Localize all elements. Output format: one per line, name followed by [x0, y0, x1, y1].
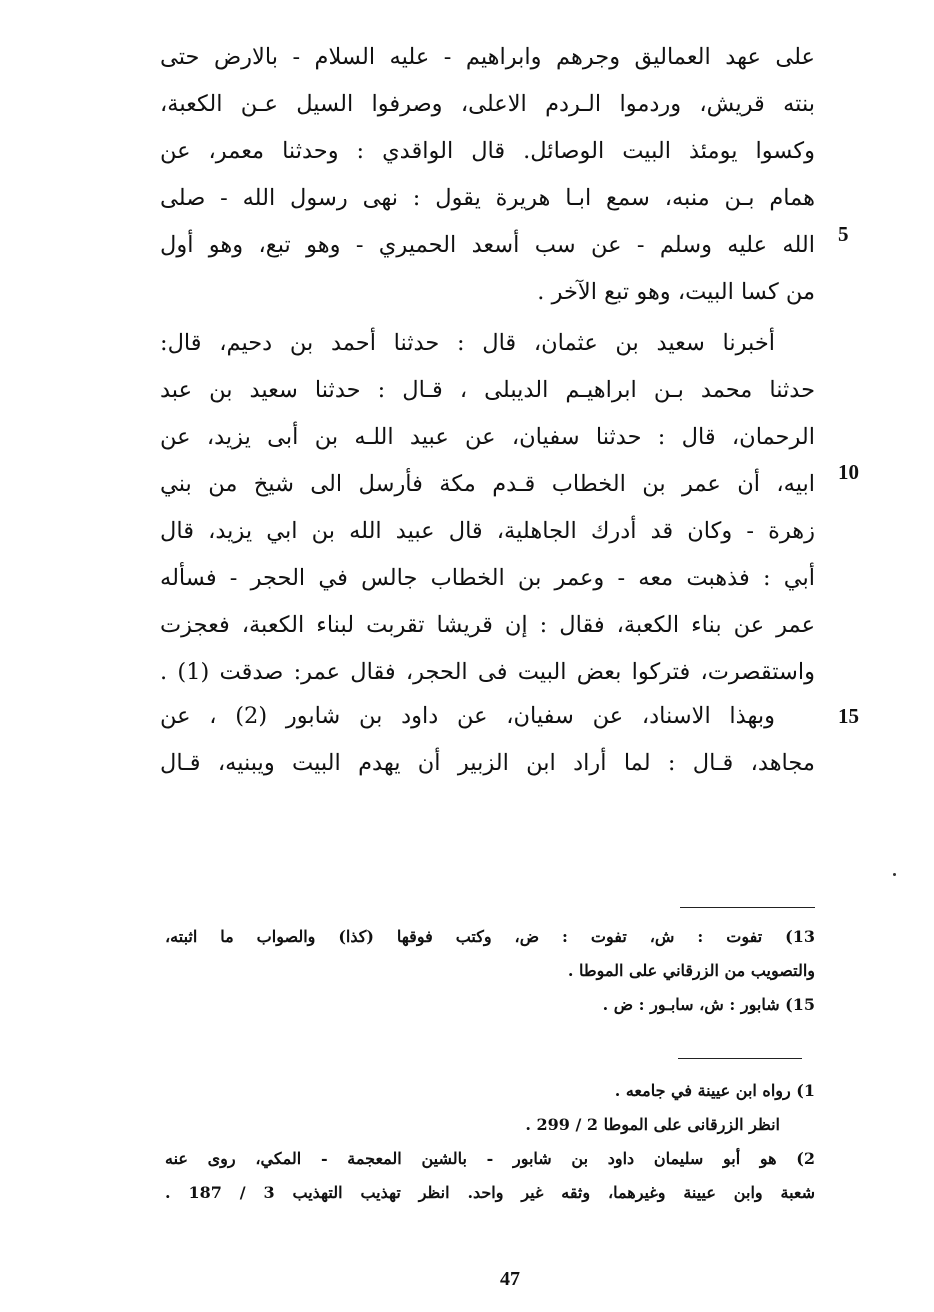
text-line: أخبرنا سعيد بن عثمان، قال : حدثنا أحمد بن دحيم، قال:: [160, 330, 775, 356]
text-line: وكسوا يومئذ البيت الوصائل. قال الواقدي : وحدثنا معمر، عن: [160, 138, 815, 164]
main-text-paragraph-3: [160, 693, 815, 787]
text-line: بنته قريش، وردموا الـردم الاعلى، وصرفوا السيل عـن الكعبة،: [160, 91, 815, 117]
text-line: الرحمان، قال : حدثنا سفيان، عن عبيد اللـه بن أبى يزيد، عن: [160, 424, 815, 450]
text-line: عمر عن بناء الكعبة، فقال : إن قريشا تقربت لبناء الكعبة، فعجزت: [160, 612, 815, 638]
text-line: حدثنا محمد بـن ابراهيـم الديبلى ، قـال : حدثنا سعيد بن عبد: [160, 377, 815, 403]
footnote-line: 2) هو أبو سليمان داود بن شابور - بالشين المعجمة - المكي، روى عنه: [165, 1149, 815, 1168]
line-number-10: 10: [838, 460, 859, 484]
main-text-paragraph-1: [160, 34, 815, 316]
footnote-line: شعبة وابن عيينة وغيرهما، وثقه غير واحد. انظر تهذيب التهذيب 3 / 187 .: [165, 1183, 815, 1202]
text-line: زهرة - وكان قد أدرك الجاهلية، قال عبيد الله بن ابي يزيد، قال: [160, 518, 815, 544]
footnotes: [165, 1074, 815, 1210]
footnote-line: 1) رواه ابن عيينة في جامعه .: [614, 1081, 815, 1100]
text-line: على عهد العماليق وجرهم وابراهيم - عليه السلام - بالارض حتى: [160, 44, 815, 70]
apparatus-note-line: 13) تفوت : ش، تفوت : ض، وكتب فوقها (كذا) والصواب ما اثبته،: [165, 927, 815, 946]
text-line: وبهذا الاسناد، عن سفيان، عن داود بن شابور (2) ، عن: [160, 703, 775, 729]
line-number-15: 15: [838, 704, 859, 728]
text-line: مجاهد، قـال : لما أراد ابن الزبير أن يهدم البيت ويبنيه، قـال: [160, 750, 815, 776]
text-line: ابيه، أن عمر بن الخطاب قـدم مكة فأرسل الى شيخ من بني: [160, 471, 815, 497]
text-line: همام بـن منبه، سمع ابـا هريرة يقول : نهى رسول الله - صلى: [160, 185, 815, 211]
apparatus-notes: [165, 920, 815, 1022]
text-line: الله عليه وسلم - عن سب أسعد الحميري - وهو تبع، وهو أول: [160, 232, 815, 258]
main-text-paragraph-2: [160, 320, 815, 696]
text-line: أبي : فذهبت معه - وعمر بن الخطاب جالس في الحجر - فسأله: [160, 565, 815, 591]
apparatus-note-line: 15) شابور : ش، سابـور : ض .: [602, 995, 815, 1014]
stray-mark: [893, 873, 896, 876]
text-line: من كسا البيت، وهو تبع الآخر .: [537, 279, 815, 305]
footnote-separator-rule: [678, 1058, 802, 1059]
text-line: واستقصرت، فتركوا بعض البيت فى الحجر، فقال عمر: صدقت (1) .: [160, 659, 815, 685]
apparatus-separator-rule: [680, 907, 815, 908]
line-number-5: 5: [838, 222, 849, 246]
page-number: 47: [500, 1268, 520, 1290]
apparatus-note-line: والتصويب من الزرقاني على الموطا .: [567, 961, 815, 980]
footnote-line: انظر الزرقانى على الموطا 2 / 299 .: [525, 1115, 780, 1134]
